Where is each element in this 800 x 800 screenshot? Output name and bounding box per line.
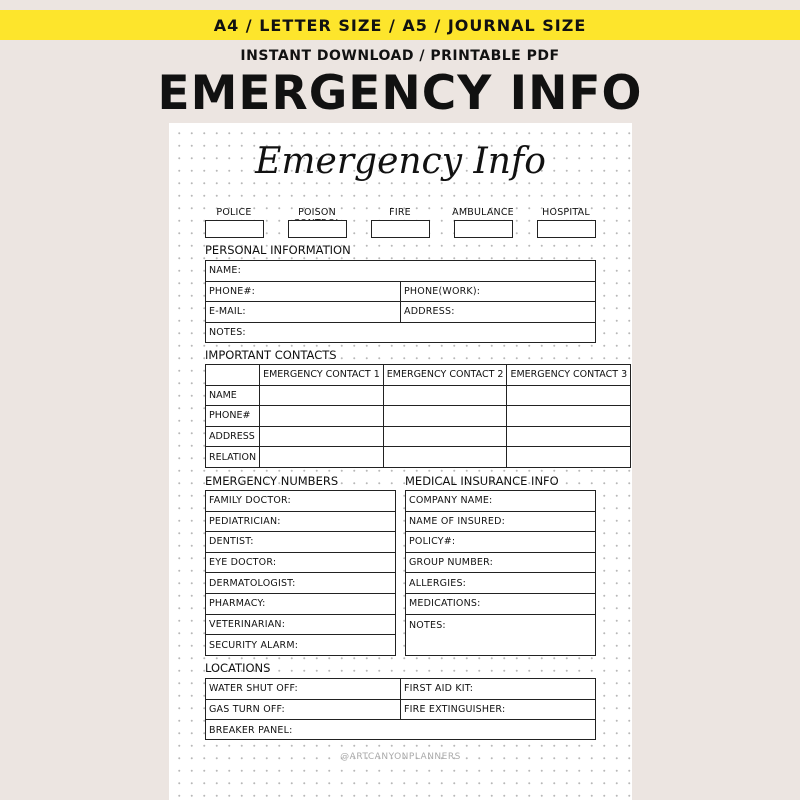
insurance-label: ALLERGIES: xyxy=(409,577,467,589)
emergency-number-label: PEDIATRICIAN: xyxy=(209,515,281,527)
service-label-hospital: HOSPITAL xyxy=(542,207,590,218)
contacts-col-2: EMERGENCY CONTACT 2 xyxy=(383,365,507,386)
contacts-cell[interactable] xyxy=(260,406,384,427)
insurance-label: MEDICATIONS: xyxy=(409,598,481,610)
insurance-label: COMPANY NAME: xyxy=(409,495,493,507)
emergency-number-row[interactable] xyxy=(206,512,395,533)
contacts-cell[interactable] xyxy=(383,406,507,427)
insurance-row[interactable] xyxy=(406,491,595,512)
breaker-panel-label: BREAKER PANEL: xyxy=(209,724,293,736)
service-label-police: POLICE xyxy=(216,207,252,218)
watermark: @ARTCANYONPLANNERS xyxy=(340,752,461,762)
contacts-col-1: EMERGENCY CONTACT 1 xyxy=(260,365,384,386)
subtitle: INSTANT DOWNLOAD / PRINTABLE PDF xyxy=(240,48,560,64)
insurance-row[interactable] xyxy=(406,573,595,594)
contacts-cell[interactable] xyxy=(507,406,631,427)
contacts-row-label: RELATION xyxy=(206,447,260,468)
main-title: EMERGENCY INFO xyxy=(157,66,643,121)
personal-phone-label: PHONE#: xyxy=(209,285,256,297)
service-box-fire[interactable] xyxy=(371,220,430,238)
insurance-label: NAME OF INSURED: xyxy=(409,515,505,527)
personal-row-phone[interactable] xyxy=(206,282,595,303)
service-box-poison-control[interactable] xyxy=(288,220,347,238)
emergency-number-row[interactable] xyxy=(206,573,395,594)
service-box-hospital[interactable] xyxy=(537,220,596,238)
personal-row-name[interactable] xyxy=(206,261,595,282)
insurance-label: GROUP NUMBER: xyxy=(409,557,494,569)
service-label-poison-control: POISON xyxy=(298,207,336,218)
locations-row-2[interactable] xyxy=(206,700,595,721)
personal-row-email[interactable] xyxy=(206,302,595,323)
insurance-row[interactable] xyxy=(406,512,595,533)
service-box-ambulance[interactable] xyxy=(454,220,513,238)
emergency-number-label: DERMATOLOGIST: xyxy=(209,577,296,589)
insurance-row[interactable] xyxy=(406,553,595,574)
contacts-heading: IMPORTANT CONTACTS xyxy=(205,348,337,362)
insurance-label: POLICY#: xyxy=(409,536,456,548)
insurance-notes-row[interactable] xyxy=(406,615,595,656)
contacts-cell[interactable] xyxy=(383,426,507,447)
personal-row-notes[interactable] xyxy=(206,323,595,343)
personal-phone-work-label: PHONE(WORK): xyxy=(404,285,481,297)
contacts-row-label: PHONE# xyxy=(206,406,260,427)
contacts-cell[interactable] xyxy=(383,447,507,468)
contacts-row-label: NAME xyxy=(206,385,260,406)
gas-turn-off-label: GAS TURN OFF: xyxy=(209,703,285,715)
sheet-title: Emergency Info xyxy=(255,141,546,182)
locations-row-1[interactable] xyxy=(206,679,595,700)
contacts-cell[interactable] xyxy=(507,447,631,468)
personal-info-box xyxy=(205,260,596,343)
locations-row-3[interactable] xyxy=(206,720,595,740)
size-banner: A4 / LETTER SIZE / A5 / JOURNAL SIZE xyxy=(0,10,800,40)
emergency-numbers-box xyxy=(205,490,396,656)
personal-email-label: E-MAIL: xyxy=(209,306,246,318)
contacts-row-address xyxy=(206,426,631,447)
contacts-cell[interactable] xyxy=(260,385,384,406)
insurance-notes-label: NOTES: xyxy=(409,619,446,631)
personal-name-label: NAME: xyxy=(209,265,242,277)
emergency-number-label: PHARMACY: xyxy=(209,598,266,610)
contacts-cell[interactable] xyxy=(507,385,631,406)
service-label-fire: FIRE xyxy=(389,207,411,218)
insurance-row[interactable] xyxy=(406,532,595,553)
contacts-header-row xyxy=(206,365,631,386)
emergency-number-row[interactable] xyxy=(206,532,395,553)
emergency-number-label: DENTIST: xyxy=(209,536,254,548)
emergency-numbers-heading: EMERGENCY NUMBERS xyxy=(205,474,339,488)
contacts-corner-cell xyxy=(206,365,260,386)
contacts-col-3: EMERGENCY CONTACT 3 xyxy=(507,365,631,386)
emergency-number-row[interactable] xyxy=(206,615,395,636)
contacts-cell[interactable] xyxy=(383,385,507,406)
first-aid-kit-label: FIRST AID KIT: xyxy=(404,683,474,695)
emergency-number-label: FAMILY DOCTOR: xyxy=(209,495,291,507)
personal-notes-label: NOTES: xyxy=(209,327,246,338)
emergency-number-row[interactable] xyxy=(206,491,395,512)
insurance-row[interactable] xyxy=(406,594,595,615)
contacts-row-name xyxy=(206,385,631,406)
insurance-box xyxy=(405,490,596,656)
water-shut-off-label: WATER SHUT OFF: xyxy=(209,683,298,695)
emergency-number-row[interactable] xyxy=(206,635,395,656)
locations-box xyxy=(205,678,596,740)
insurance-heading: MEDICAL INSURANCE INFO xyxy=(405,474,559,488)
emergency-number-label: EYE DOCTOR: xyxy=(209,557,277,569)
printable-sheet xyxy=(169,123,632,800)
contacts-row-relation xyxy=(206,447,631,468)
personal-heading: PERSONAL INFORMATION xyxy=(205,243,351,257)
personal-address-label: ADDRESS: xyxy=(404,306,455,318)
emergency-number-label: SECURITY ALARM: xyxy=(209,639,299,651)
emergency-number-label: VETERINARIAN: xyxy=(209,618,286,630)
contacts-cell[interactable] xyxy=(507,426,631,447)
service-box-police[interactable] xyxy=(205,220,264,238)
locations-heading: LOCATIONS xyxy=(205,661,271,675)
service-label-ambulance: AMBULANCE xyxy=(452,207,514,218)
emergency-number-row[interactable] xyxy=(206,553,395,574)
contacts-row-label: ADDRESS xyxy=(206,426,260,447)
contacts-cell[interactable] xyxy=(260,426,384,447)
fire-extinguisher-label: FIRE EXTINGUISHER: xyxy=(404,703,506,715)
contacts-table xyxy=(205,364,631,468)
contacts-cell[interactable] xyxy=(260,447,384,468)
emergency-number-row[interactable] xyxy=(206,594,395,615)
contacts-row-phone xyxy=(206,406,631,427)
